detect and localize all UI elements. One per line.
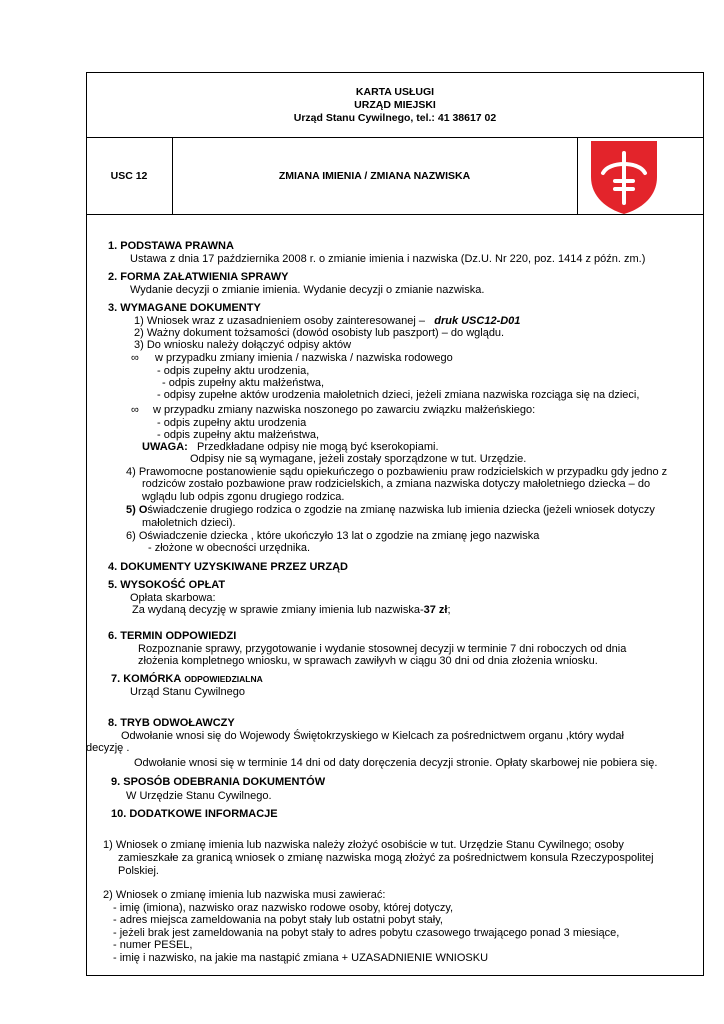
list-item: - adres miejsca zameldowania na pobyt stały lub ostatni pobyt stały,	[113, 914, 443, 926]
header-line: Urząd Stanu Cywilnego, tel.: 41 38617 02	[293, 112, 497, 124]
text-line: w przypadku zmiany nazwiska noszonego po zawarciu związku małżeńskiego:	[153, 404, 536, 416]
text-line: wglądu lub odpis zgonu drugiego rodzica.	[142, 491, 345, 503]
text-line: Odpisy nie są wymagane, jeżeli zostały sporządzone w tut. Urzędzie.	[190, 453, 527, 465]
text-line: W Urzędzie Stanu Cywilnego.	[126, 790, 272, 802]
text-line: Odwołanie wnosi się do Wojewody Świętokrzyskiego w Kielcach za pośrednictwem organu ,który wydał	[121, 730, 624, 742]
note-label: UWAGA:	[142, 441, 188, 453]
text-line: - odpisy zupełne aktów urodzenia małoletnich dzieci, jeżeli zmiana nazwiska rozciąga się na dzieci,	[157, 389, 640, 401]
section-title: 1. PODSTAWA PRAWNA	[108, 240, 234, 252]
list-item: - numer PESEL,	[113, 939, 193, 951]
service-title: ZMIANA IMIENIA / ZMIANA NAZWISKA	[278, 170, 471, 182]
section-title: 6. TERMIN ODPOWIEDZI	[108, 630, 237, 642]
section-title: 3. WYMAGANE DOKUMENTY	[108, 302, 261, 314]
divider	[86, 137, 704, 138]
note-text: Przedkładane odpisy nie mogą być kserokopiami.	[197, 441, 439, 453]
text-line: - odpis zupełny aktu małżeństwa,	[157, 429, 320, 441]
text-line: - odpis zupełny aktu urodzenia	[157, 417, 307, 429]
section-title: 9. SPOSÓB ODEBRANIA DOKUMENTÓW	[111, 776, 326, 788]
text-line: - odpis zupełny aktu urodzenia,	[157, 365, 310, 377]
text-line	[132, 604, 451, 616]
text-line: Opłata skarbowa:	[130, 592, 216, 604]
text-line	[134, 315, 520, 327]
text-line	[126, 504, 655, 516]
text-line: 2) Ważny dokument tożsamości (dowód osobisty lub paszport) – do wglądu.	[134, 327, 505, 339]
form-reference: druk USC12-D01	[434, 315, 521, 327]
text-line: Wydanie decyzji o zmianie imienia. Wydanie decyzji o zmianie nazwiska.	[130, 284, 485, 296]
section-title: 5. WYSOKOŚĆ OPŁAT	[108, 579, 226, 591]
item-number: 5) O	[126, 504, 148, 516]
text-line: rodziców zostało pozbawione praw rodzicielskich, a zmiana nazwiska dotyczy małoletniego dziecka – do	[142, 478, 651, 490]
section-title-main: 7. KOMÓRKA	[111, 673, 182, 685]
text-line: małoletnich dzieci).	[142, 517, 236, 529]
section-title-small: ODPOWIEDZIALNA	[184, 674, 263, 684]
text-line: złożenia kompletnego wniosku, w sprawach zawiłyvh w ciągu 30 dni od dnia złożenia wniosku.	[138, 655, 598, 667]
fee-amount: 37 zł	[423, 604, 448, 616]
doc-item: 1) Wniosek wraz z uzasadnieniem osoby zainteresowanej –	[134, 315, 426, 327]
text-line: - złożone w obecności urzędnika.	[148, 542, 311, 554]
fee-text: Za wydaną decyzję w sprawie zmiany imienia lub nazwiska-	[132, 604, 424, 616]
list-item: - jeżeli brak jest zameldowania na pobyt stały to adres pobytu czasowego trwającego ponad 3 miesiące,	[113, 927, 620, 939]
text-line	[142, 441, 439, 453]
bullet-icon: ∞	[131, 404, 139, 416]
service-code: USC 12	[110, 170, 148, 182]
section-title: 10. DODATKOWE INFORMACJE	[111, 808, 278, 820]
text-line: decyzję .	[86, 742, 130, 754]
header-line: URZĄD MIEJSKI	[354, 99, 436, 111]
list-item: - imię i nazwisko, na jakie ma nastąpić zmiana + UZASADNIENIE WNIOSKU	[113, 952, 489, 964]
text-line: 4) Prawomocne postanowienie sądu opiekuńczego o pozbawieniu praw rodzicielskich w przypadku gdy jedno z	[126, 466, 668, 478]
bullet-icon: ∞	[131, 352, 139, 364]
header	[86, 86, 704, 125]
text-line: - odpis zupełny aktu małżeństwa,	[162, 377, 325, 389]
text-line: zamieszkałe za granicą wniosek o zmianę nazwiska mogą złożyć za pośrednictwem konsula Rzeczypospolitej	[118, 852, 654, 864]
text-line: Rozpoznanie sprawy, przygotowanie i wydanie stosownej decyzji w terminie 7 dni roboczych od dnia	[138, 643, 627, 655]
text-line: Polskiej.	[118, 865, 159, 877]
text-line: 3) Do wniosku należy dołączyć odpisy aktów	[134, 339, 352, 351]
fee-end: ;	[447, 604, 451, 616]
section-title	[111, 673, 263, 685]
text-line: Urząd Stanu Cywilnego	[130, 686, 245, 698]
city-coat-of-arms-icon	[589, 139, 659, 215]
header-line: KARTA USŁUGI	[355, 86, 435, 98]
text-line: 2) Wniosek o zmianę imienia lub nazwiska musi zawierać:	[103, 889, 386, 901]
text-line: w przypadku zmiany imienia / nazwiska / nazwiska rodowego	[155, 352, 453, 364]
item-text: świadczenie drugiego rodzica o zgodzie na zmianę nazwiska lub imienia dziecka (jeżeli wniosek dotyczy	[147, 504, 655, 516]
text-line: Odwołanie wnosi się w terminie 14 dni od daty doręczenia decyzji stronie. Opłaty skarbowej nie pobiera się.	[134, 757, 658, 769]
list-item: - imię (imiona), nazwisko oraz nazwisko rodowe osoby, której dotyczy,	[113, 902, 454, 914]
divider	[577, 137, 578, 215]
section-title: 4. DOKUMENTY UZYSKIWANE PRZEZ URZĄD	[108, 561, 348, 573]
text-line: 1) Wniosek o zmianę imienia lub nazwiska należy złożyć osobiście w tut. Urzędzie Stanu Cywilnego; osoby	[103, 839, 624, 851]
section-title: 8. TRYB ODWOŁAWCZY	[108, 717, 235, 729]
text-line: Ustawa z dnia 17 października 2008 r. o zmianie imienia i nazwiska (Dz.U. Nr 220, poz. 1414 z późn. zm.)	[130, 253, 646, 265]
text-line: 6) Oświadczenie dziecka , które ukończyło 13 lat o zgodzie na zmianę jego nazwiska	[126, 530, 540, 542]
section-title: 2. FORMA ZAŁATWIENIA SPRAWY	[108, 271, 289, 283]
